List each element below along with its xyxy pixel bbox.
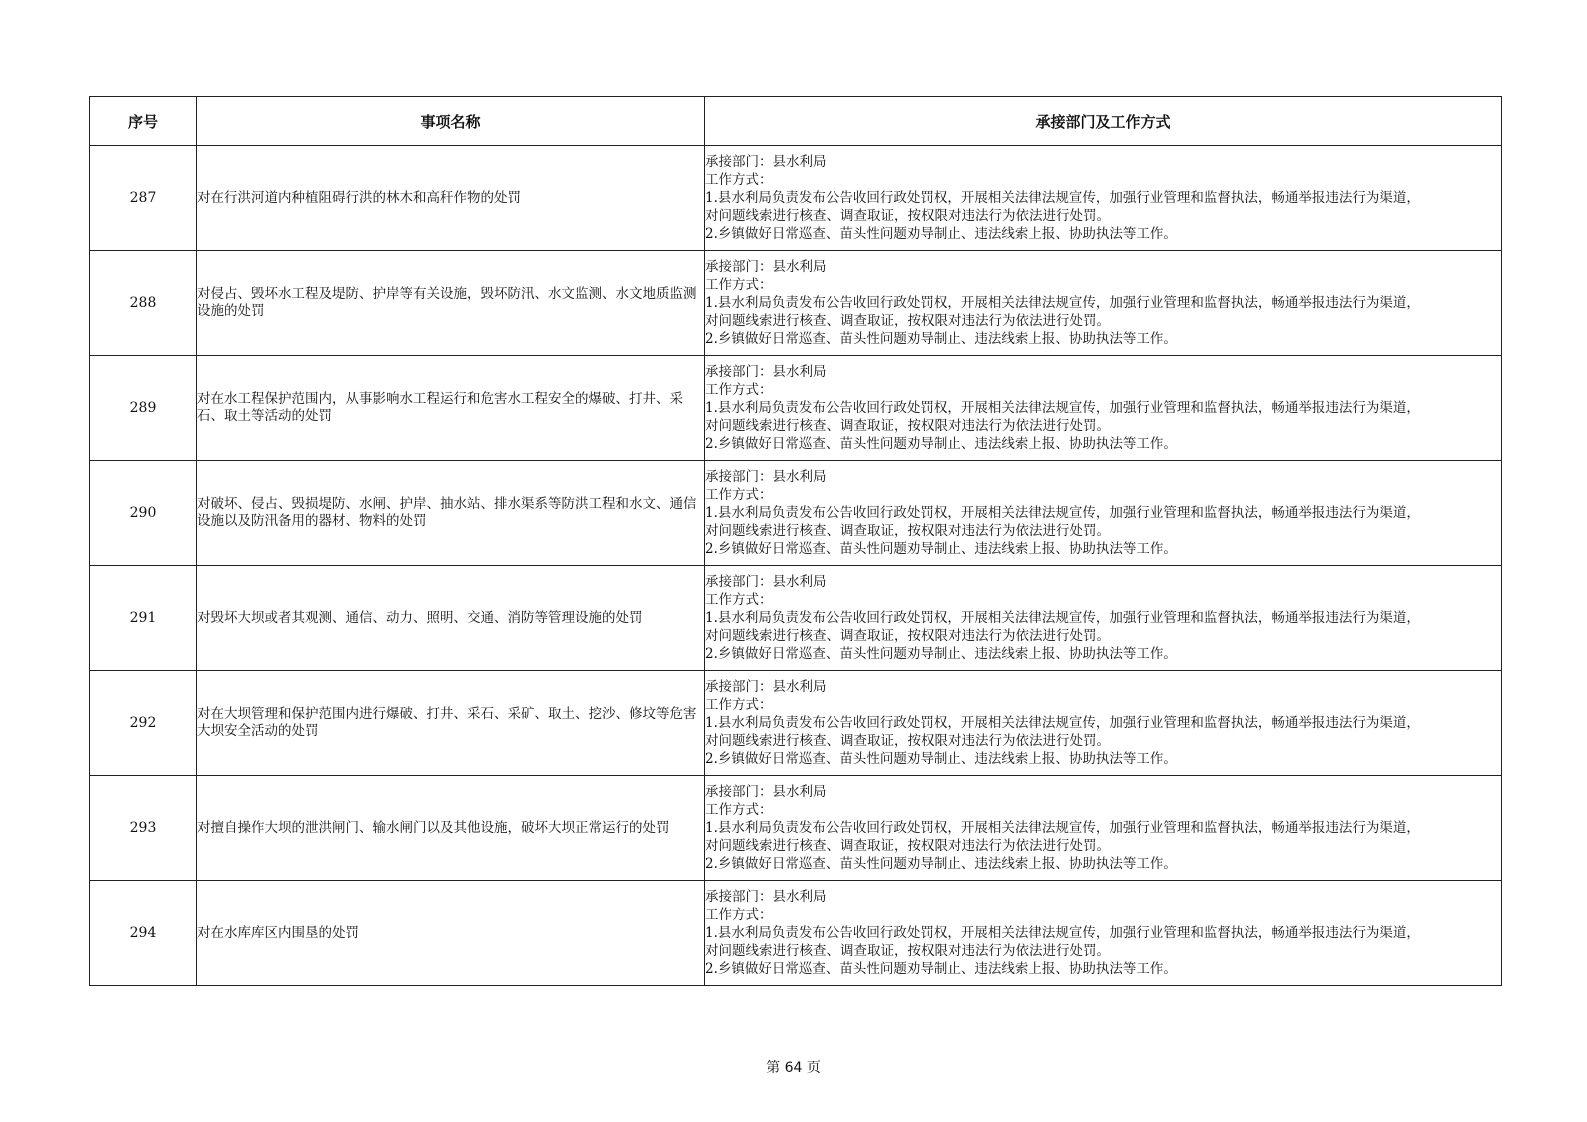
dept-and-method — [705, 776, 1502, 881]
dept-line: 承接部门：县水利局 — [705, 364, 827, 380]
dept-line: 2.乡镇做好日常巡查、苗头性问题劝导制止、违法线索上报、协助执法等工作。 — [705, 751, 1177, 767]
table-row — [90, 566, 1502, 671]
dept-line: 承接部门：县水利局 — [705, 574, 827, 590]
row-number: 292 — [90, 671, 197, 776]
dept-line: 工作方式： — [705, 907, 773, 923]
dept-line: 2.乡镇做好日常巡查、苗头性问题劝导制止、违法线索上报、协助执法等工作。 — [705, 226, 1177, 242]
matter-name: 对擅自操作大坝的泄洪闸门、输水闸门以及其他设施，破坏大坝正常运行的处罚 — [197, 776, 705, 881]
dept-and-method — [705, 461, 1502, 566]
row-number: 294 — [90, 881, 197, 986]
dept-line: 1.县水利局负责发布公告收回行政处罚权，开展相关法律法规宣传，加强行业管理和监督执法，畅通举报违法行为渠道， — [705, 820, 1420, 836]
dept-line: 承接部门：县水利局 — [705, 784, 827, 800]
dept-and-method — [705, 356, 1502, 461]
dept-line: 对问题线索进行核查、调查取证，按权限对违法行为依法进行处罚。 — [705, 313, 1110, 329]
table-row — [90, 251, 1502, 356]
dept-line: 对问题线索进行核查、调查取证，按权限对违法行为依法进行处罚。 — [705, 418, 1110, 434]
row-number: 288 — [90, 251, 197, 356]
dept-line: 1.县水利局负责发布公告收回行政处罚权，开展相关法律法规宣传，加强行业管理和监督执法，畅通举报违法行为渠道， — [705, 715, 1420, 731]
dept-line: 对问题线索进行核查、调查取证，按权限对违法行为依法进行处罚。 — [705, 733, 1110, 749]
dept-line: 对问题线索进行核查、调查取证，按权限对违法行为依法进行处罚。 — [705, 208, 1110, 224]
row-number: 287 — [90, 146, 197, 251]
dept-line: 2.乡镇做好日常巡查、苗头性问题劝导制止、违法线索上报、协助执法等工作。 — [705, 646, 1177, 662]
dept-line: 2.乡镇做好日常巡查、苗头性问题劝导制止、违法线索上报、协助执法等工作。 — [705, 856, 1177, 872]
dept-and-method — [705, 566, 1502, 671]
dept-line: 对问题线索进行核查、调查取证，按权限对违法行为依法进行处罚。 — [705, 943, 1110, 959]
dept-line: 工作方式： — [705, 277, 773, 293]
dept-line: 2.乡镇做好日常巡查、苗头性问题劝导制止、违法线索上报、协助执法等工作。 — [705, 961, 1177, 977]
dept-line: 承接部门：县水利局 — [705, 154, 827, 170]
table-row — [90, 671, 1502, 776]
matter-name: 对毁坏大坝或者其观测、通信、动力、照明、交通、消防等管理设施的处罚 — [197, 566, 705, 671]
dept-line: 1.县水利局负责发布公告收回行政处罚权，开展相关法律法规宣传，加强行业管理和监督执法，畅通举报违法行为渠道， — [705, 190, 1420, 206]
row-number: 291 — [90, 566, 197, 671]
dept-line: 承接部门：县水利局 — [705, 469, 827, 485]
dept-line: 承接部门：县水利局 — [705, 679, 827, 695]
header-row — [90, 97, 1502, 146]
dept-line: 1.县水利局负责发布公告收回行政处罚权，开展相关法律法规宣传，加强行业管理和监督执法，畅通举报违法行为渠道， — [705, 610, 1420, 626]
table-row — [90, 461, 1502, 566]
dept-line: 1.县水利局负责发布公告收回行政处罚权，开展相关法律法规宣传，加强行业管理和监督执法，畅通举报违法行为渠道， — [705, 505, 1420, 521]
dept-line: 2.乡镇做好日常巡查、苗头性问题劝导制止、违法线索上报、协助执法等工作。 — [705, 436, 1177, 452]
dept-line: 工作方式： — [705, 592, 773, 608]
matters-table — [89, 96, 1502, 986]
dept-and-method — [705, 671, 1502, 776]
row-number: 290 — [90, 461, 197, 566]
table-row — [90, 356, 1502, 461]
row-number: 293 — [90, 776, 197, 881]
dept-line: 对问题线索进行核查、调查取证，按权限对违法行为依法进行处罚。 — [705, 523, 1110, 539]
dept-line: 对问题线索进行核查、调查取证，按权限对违法行为依法进行处罚。 — [705, 838, 1110, 854]
table-row — [90, 776, 1502, 881]
dept-line: 承接部门：县水利局 — [705, 259, 827, 275]
dept-line: 1.县水利局负责发布公告收回行政处罚权，开展相关法律法规宣传，加强行业管理和监督执法，畅通举报违法行为渠道， — [705, 400, 1420, 416]
matter-name: 对在行洪河道内种植阻碍行洪的林木和高秆作物的处罚 — [197, 146, 705, 251]
dept-line: 工作方式： — [705, 487, 773, 503]
matter-name: 对破坏、侵占、毁损堤防、水闸、护岸、抽水站、排水渠系等防洪工程和水文、通信设施以及防汛备用的器材、物料的处罚 — [197, 461, 705, 566]
dept-line: 承接部门：县水利局 — [705, 889, 827, 905]
header-name: 事项名称 — [197, 97, 705, 146]
dept-line: 工作方式： — [705, 382, 773, 398]
dept-line: 1.县水利局负责发布公告收回行政处罚权，开展相关法律法规宣传，加强行业管理和监督执法，畅通举报违法行为渠道， — [705, 295, 1420, 311]
dept-line: 2.乡镇做好日常巡查、苗头性问题劝导制止、违法线索上报、协助执法等工作。 — [705, 331, 1177, 347]
dept-and-method — [705, 251, 1502, 356]
dept-line: 工作方式： — [705, 697, 773, 713]
table-body — [90, 146, 1502, 986]
dept-line: 工作方式： — [705, 802, 773, 818]
matter-name: 对在水工程保护范围内，从事影响水工程运行和危害水工程安全的爆破、打井、采石、取土等活动的处罚 — [197, 356, 705, 461]
table-row — [90, 881, 1502, 986]
dept-line: 对问题线索进行核查、调查取证，按权限对违法行为依法进行处罚。 — [705, 628, 1110, 644]
header-dept: 承接部门及工作方式 — [705, 97, 1502, 146]
dept-line: 工作方式： — [705, 172, 773, 188]
page-number: 第 64 页 — [766, 1060, 821, 1076]
matter-name: 对侵占、毁坏水工程及堤防、护岸等有关设施，毁坏防汛、水文监测、水文地质监测设施的处罚 — [197, 251, 705, 356]
matter-name: 对在水库库区内围垦的处罚 — [197, 881, 705, 986]
dept-line: 2.乡镇做好日常巡查、苗头性问题劝导制止、违法线索上报、协助执法等工作。 — [705, 541, 1177, 557]
dept-and-method — [705, 881, 1502, 986]
header-num: 序号 — [90, 97, 197, 146]
row-number: 289 — [90, 356, 197, 461]
dept-and-method — [705, 146, 1502, 251]
dept-line: 1.县水利局负责发布公告收回行政处罚权，开展相关法律法规宣传，加强行业管理和监督执法，畅通举报违法行为渠道， — [705, 925, 1420, 941]
matter-name: 对在大坝管理和保护范围内进行爆破、打井、采石、采矿、取土、挖沙、修坟等危害大坝安全活动的处罚 — [197, 671, 705, 776]
table-row — [90, 146, 1502, 251]
